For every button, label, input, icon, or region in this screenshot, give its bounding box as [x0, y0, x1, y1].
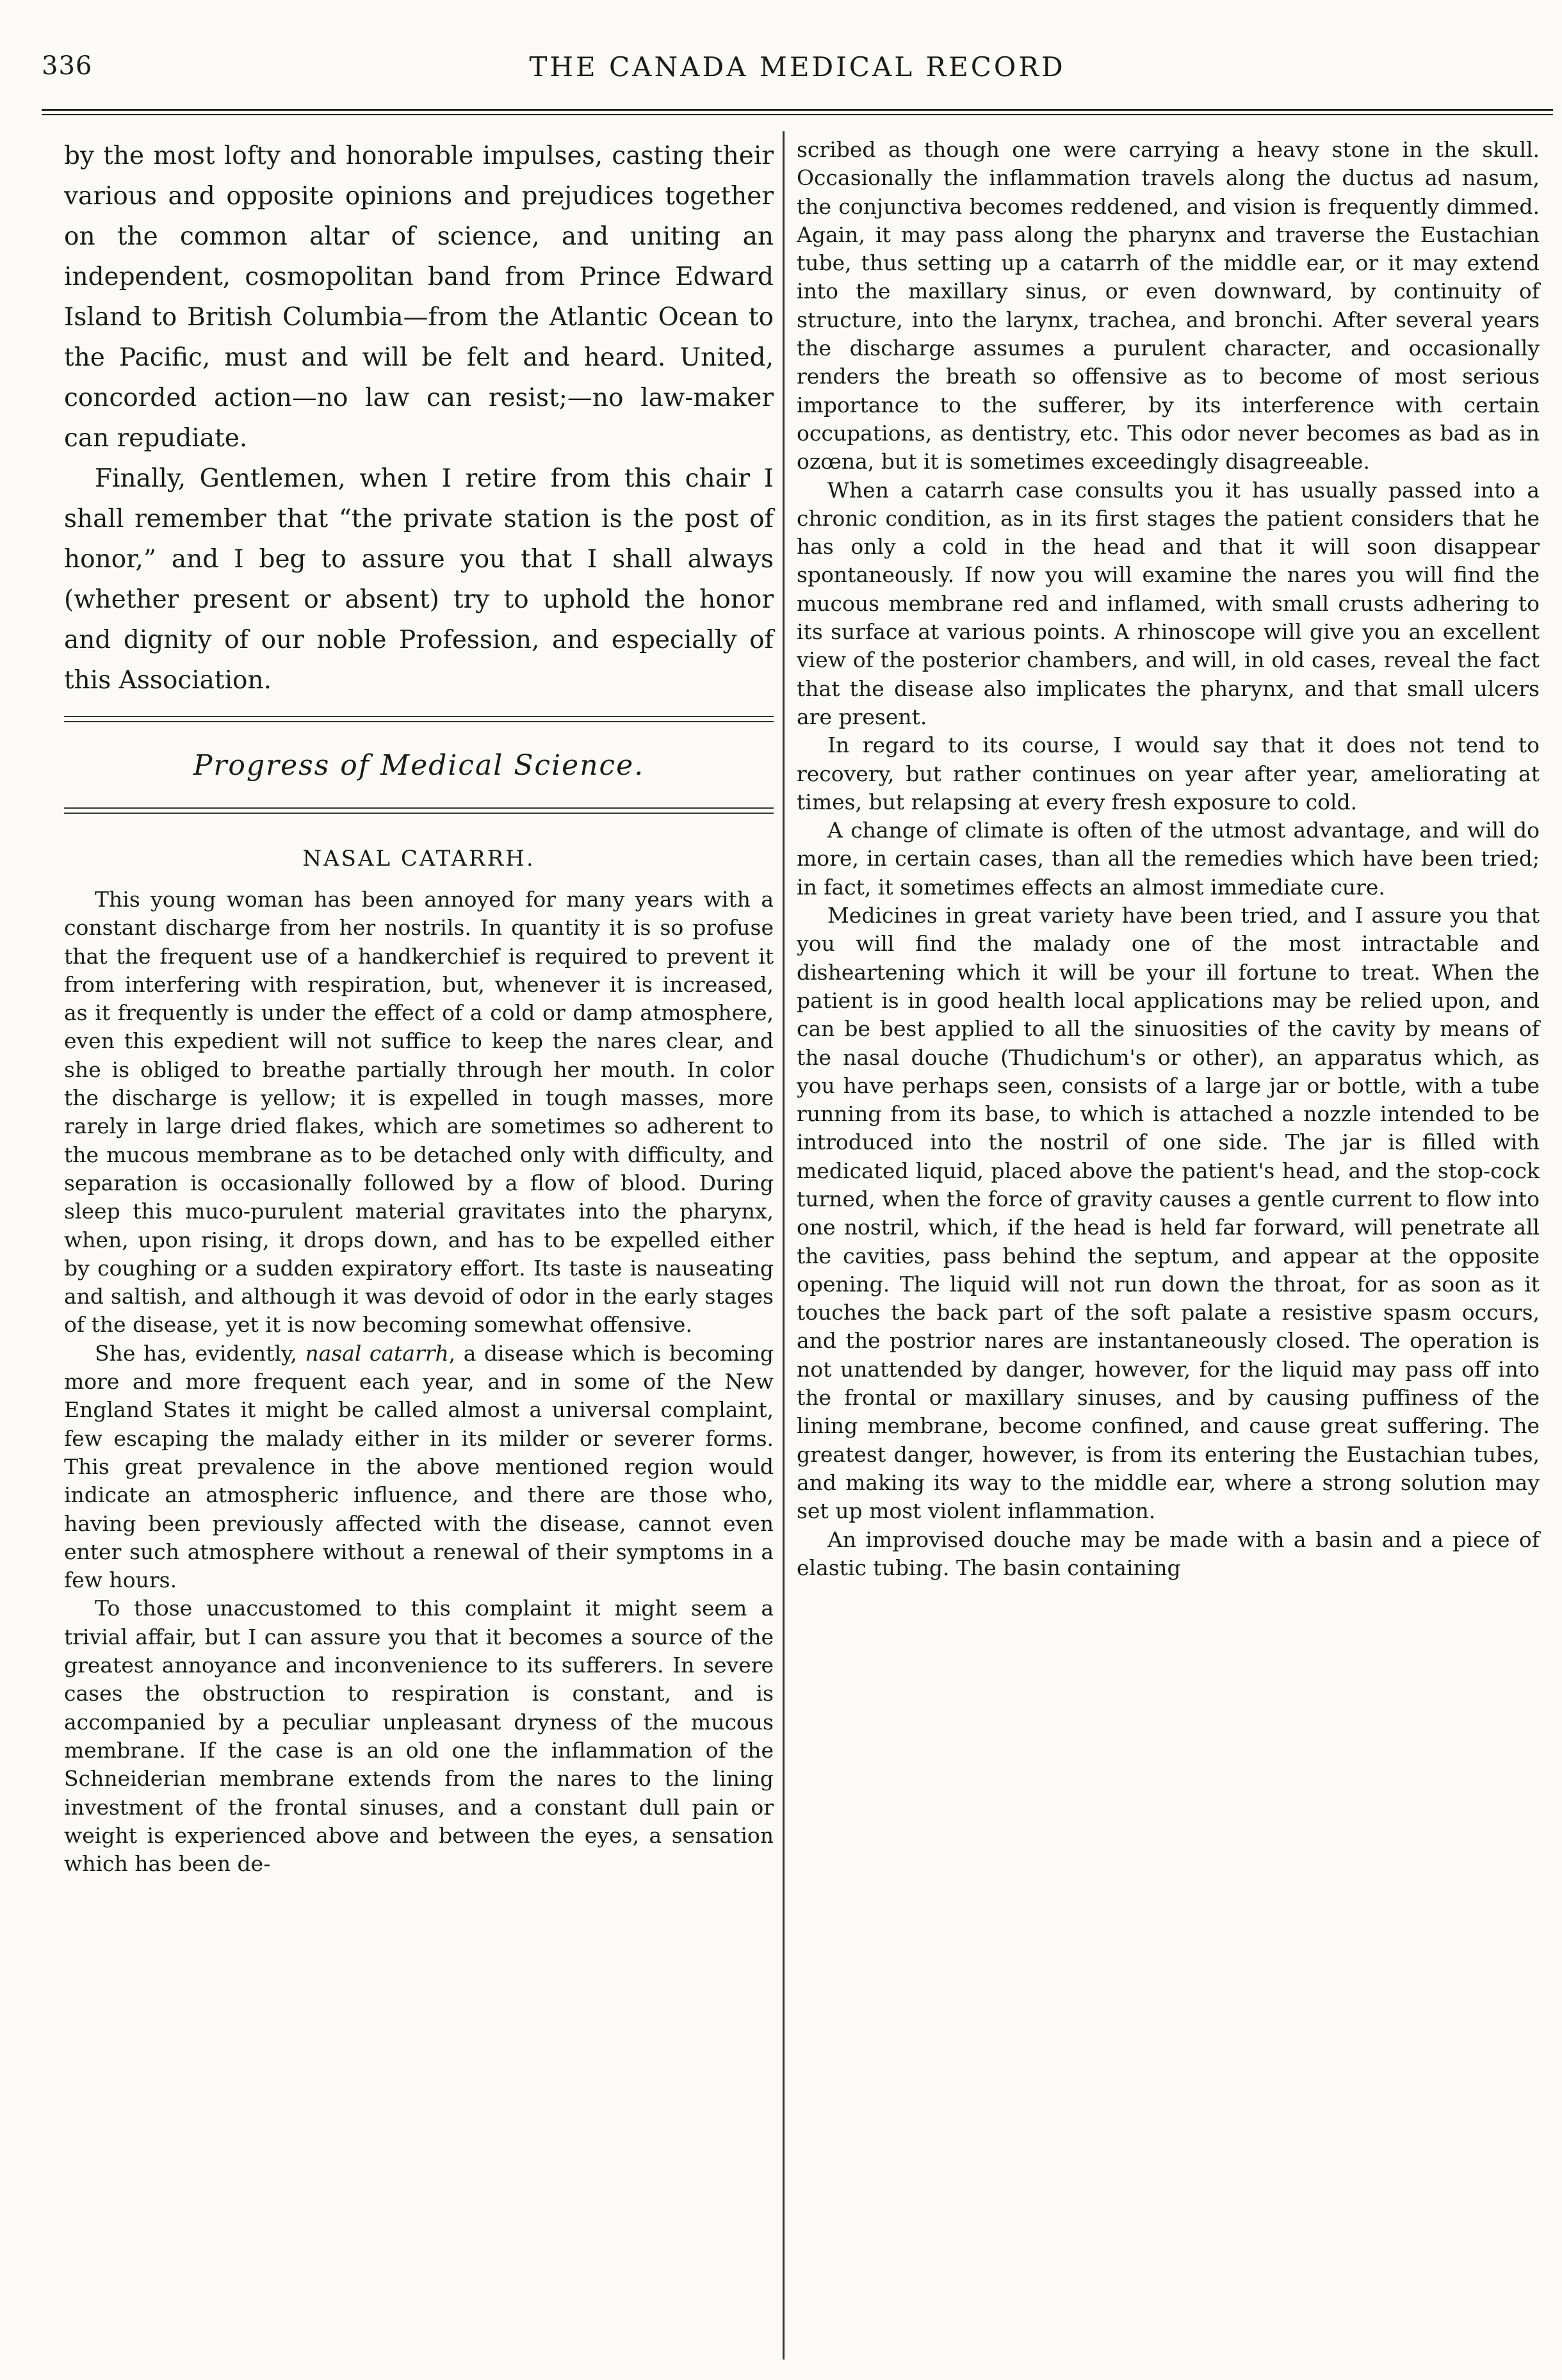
- column-separator: [783, 131, 785, 2360]
- section-title: Progress of Medical Science.: [193, 749, 645, 782]
- section-rule: [64, 716, 774, 722]
- paragraph: To those unaccustomed to this complaint it might seem a trivial affair, but I can assure you that it becomes a source of the greatest annoyance and inconvenience to its sufferers. In severe cases the obstruction to respiration is constant, and is accompanied by a peculiar unpleasant dryness of the mucous membrane. If the case is an old one the inflammation of the Schneiderian membrane extends from the nares to the lining investment of the frontal sinuses, and a constant dull pain or weight is experienced above and between the eyes, a sensation which has been de-: [64, 1596, 774, 1877]
- text-run: , a disease which is becoming more and more frequent each year, and in some of the New England States it might be called almost a universal complaint, few escaping the malady either in its milder or severer forms. This great prevalence in the above mentioned region would indicate an atmospheric influence, and there are those who, having been previously affected with the disease, cannot even enter such atmosphere without a renewal of their symptoms in a few hours.: [64, 1340, 774, 1593]
- paragraph: When a catarrh case consults you it has usually passed into a chronic condition, as in its first stages the patient considers that he has only a cold in the head and that it will soon disappear spontaneously. If now you will examine the nares you will find the mucous membrane red and inflamed, with small crusts adhering to its surface at various points. A rhinoscope will give you an excellent view of the posterior chambers, and will, in old cases, reveal the fact that the disease also implicates the pharynx, and that small ulcers are present.: [797, 477, 1540, 729]
- paragraph: A change of climate is often of the utmost advantage, and will do more, in certain cases, than all the remedies which have been tried; in fact, it sometimes effects an almost immediate cure.: [797, 818, 1540, 900]
- paragraph: [64, 1340, 774, 1595]
- article-body: [64, 886, 774, 1878]
- article-title: NASAL CATARRH.: [302, 846, 535, 871]
- paragraph: by the most lofty and honorable impulses, casting their various and opposite opinions and prejudices together on the common altar of science, and uniting an independent, cosmopolitan band from Prince Edward Island to British Columbia—from the Atlantic Ocean to the Pacific, must and will be felt and heard. United, concorded action—no law can resist;—no law-maker can repudiate.: [64, 142, 774, 453]
- header-rule: [42, 109, 1553, 115]
- right-column: [797, 136, 1540, 1582]
- text-run: She has, evidently,: [95, 1340, 305, 1366]
- paragraph: Finally, Gentlemen, when I retire from this chair I shall remember that “the private station is the post of honor,” and I beg to assure you that I shall always (whether present or absent) try to uphold the honor and dignity of our noble Profession, and especially of this Association.: [64, 464, 774, 695]
- paragraph: In regard to its course, I would say that it does not tend to recovery, but rather continues on year after year, ameliorating at times, but relapsing at every fresh exposure to cold.: [797, 733, 1540, 814]
- paragraph: An improvised douche may be made with a basin and a piece of elastic tubing. The basin containing: [797, 1526, 1540, 1580]
- section-rule: [64, 807, 774, 814]
- paragraph: This young woman has been annoyed for many years with a constant discharge from her nostrils. In quantity it is so profuse that the frequent use of a handkerchief is required to prevent it from interfering with respiration, but, whenever it is increased, as it frequently is under the effect of a cold or damp atmosphere, even this expedient will not suffice to keep the nares clear, and she is obliged to breathe partially through her mouth. In color the discharge is yellow; it is expelled in tough masses, more rarely in large dried flakes, which are sometimes so adherent to the mucous membrane as to be detached only with difficulty, and separation is occasionally followed by a flow of blood. During sleep this muco-purulent material gravitates into the pharynx, when, upon rising, it drops down, and has to be expelled either by coughing or a sudden expiratory effort. Its taste is nauseating and saltish, and although it was devoid of odor in the early stages of the disease, yet it is now becoming somewhat offensive.: [64, 887, 774, 1338]
- paragraph: scribed as though one were carrying a heavy stone in the skull. Occasionally the inflammation travels along the ductus ad nasum, the conjunctiva becomes reddened, and vision is frequently dimmed. Again, it may pass along the pharynx and traverse the Eustachian tube, thus setting up a catarrh of the middle ear, or it may extend into the maxillary sinus, or even downward, by continuity of structure, into the larynx, trachea, and bronchi. After several years the discharge assumes a purulent character, and occasionally renders the breath so offensive as to become of most serious importance to the sufferer, by its interference with certain occupations, as dentistry, etc. This odor never becomes as bad as in ozœna, but it is sometimes exceedingly disagreeable.: [797, 137, 1540, 474]
- page-number: 336: [42, 51, 93, 81]
- page-header: [42, 51, 1553, 102]
- left-column: [64, 136, 774, 1878]
- address-conclusion: [64, 136, 774, 700]
- paragraph: Medicines in great variety have been tried, and I assure you that you will find the malady one of the most intractable and disheartening which it will be your ill fortune to treat. When the patient is in good health local applications may be relied upon, and can be best applied to all the sinuosities of the cavity by means of the nasal douche (Thudichum's or other), an apparatus which, as you have perhaps seen, consists of a large jar or bottle, with a tube running from its base, to which is attached a nozzle intended to be introduced into the nostril of one side. The jar is filled with medicated liquid, placed above the patient's head, and the stop-cock turned, when the force of gravity causes a gentle current to flow into one nostril, which, if the head is held far forward, will penetrate all the cavities, pass behind the septum, and appear at the opposite opening. The liquid will not run down the throat, for as soon as it touches the back part of the soft palate a resistive spasm occurs, and the postrior nares are instantaneously closed. The operation is not unattended by danger, however, for the liquid may pass off into the frontal or maxillary sinuses, and by causing puffiness of the lining membrane, become confined, and cause great suffering. The greatest danger, however, is from its entering the Eustachian tubes, and making its way to the middle ear, where a strong solution may set up most violent inflammation.: [797, 903, 1540, 1524]
- running-head: THE CANADA MEDICAL RECORD: [529, 51, 1066, 83]
- italic-term: nasal catarrh: [305, 1340, 449, 1366]
